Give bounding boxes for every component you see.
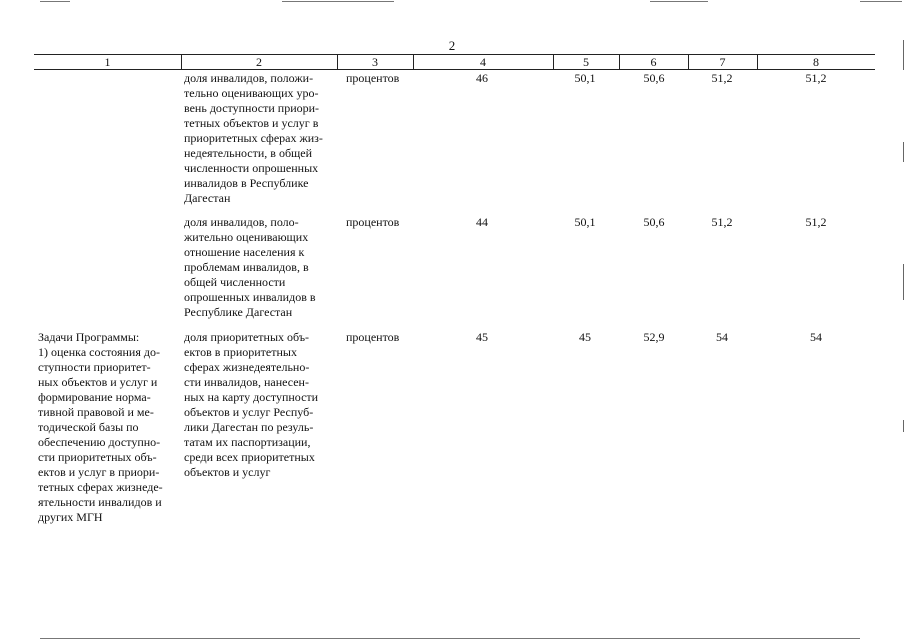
row-2-value-col4: 44 [476,215,488,229]
column-number-4: 4 [480,55,486,69]
row-2-unit: процентов [346,215,400,229]
row-3-value-col8: 54 [810,330,822,344]
scan-bottom-artifact [40,638,860,639]
header-bottom-rule [34,69,875,70]
header-top-rule [34,54,875,55]
row-3-value-col7: 54 [716,330,728,344]
column-number-5: 5 [583,55,589,69]
scan-right-edge [903,142,904,162]
scan-right-edge [903,264,904,300]
column-number-6: 6 [650,55,657,69]
row-1-unit: процентов [346,71,400,85]
column-number-8: 8 [813,55,819,69]
row-1-value-col4: 46 [476,71,488,85]
row-2-indicator: доля инвалидов, поло- жительно оценивающих отношение населения к проблемам инвалидов, в общей численности опрошенных инвалидов в Республике Дагестан [184,215,316,319]
scan-right-edge [903,40,904,70]
scan-top-artifact [40,1,70,2]
column-number-1: 1 [104,55,111,69]
row-2-value-col5: 50,1 [574,215,596,229]
row-3-value-col5: 45 [579,330,591,344]
scan-top-artifact [282,1,394,2]
row-3-task: Задачи Программы: 1) оценка состояния до- ступности приоритет- ных объектов и услуг и формирование норма- тивной правовой и ме- тодической базы по обеспечению доступно- сти приоритетных объ- ектов и услуг в приори- тетных сферах жизнеде- ятельности инвалидов и других МГН [38,330,163,524]
column-number-3: 3 [372,55,378,69]
row-3-value-col6: 52,9 [643,330,665,344]
row-3-unit: процентов [346,330,400,344]
row-3-value-col4: 45 [476,330,488,344]
scan-right-edge [903,420,904,432]
row-1-value-col8: 51,2 [805,71,827,85]
column-number-2: 2 [256,55,262,69]
row-1-value-col6: 50,6 [643,71,665,85]
row-1-value-col5: 50,1 [574,71,596,85]
row-2-value-col6: 50,6 [643,215,665,229]
page-number: 2 [448,38,456,53]
row-2-value-col7: 51,2 [711,215,733,229]
row-2-value-col8: 51,2 [805,215,827,229]
scan-top-artifact [860,1,902,2]
column-number-7: 7 [719,55,726,69]
scan-top-artifact [650,1,708,2]
row-3-indicator: доля приоритетных объ- ектов в приоритетных сферах жизнедеятельно- сти инвалидов, нанесен- ных на карту доступности объектов и услуг Респуб- лики Дагестан по резуль- татам их паспортизации, среди всех приоритетных объектов и услуг [184,330,319,479]
row-1-value-col7: 51,2 [711,71,733,85]
row-1-indicator: доля инвалидов, положи- тельно оценивающих уро- вень доступности приори- тетных объектов и услуг в приоритетных сферах жиз- недеятельности, в общей численности опрошенных инвалидов в Республике Дагестан [184,71,323,205]
